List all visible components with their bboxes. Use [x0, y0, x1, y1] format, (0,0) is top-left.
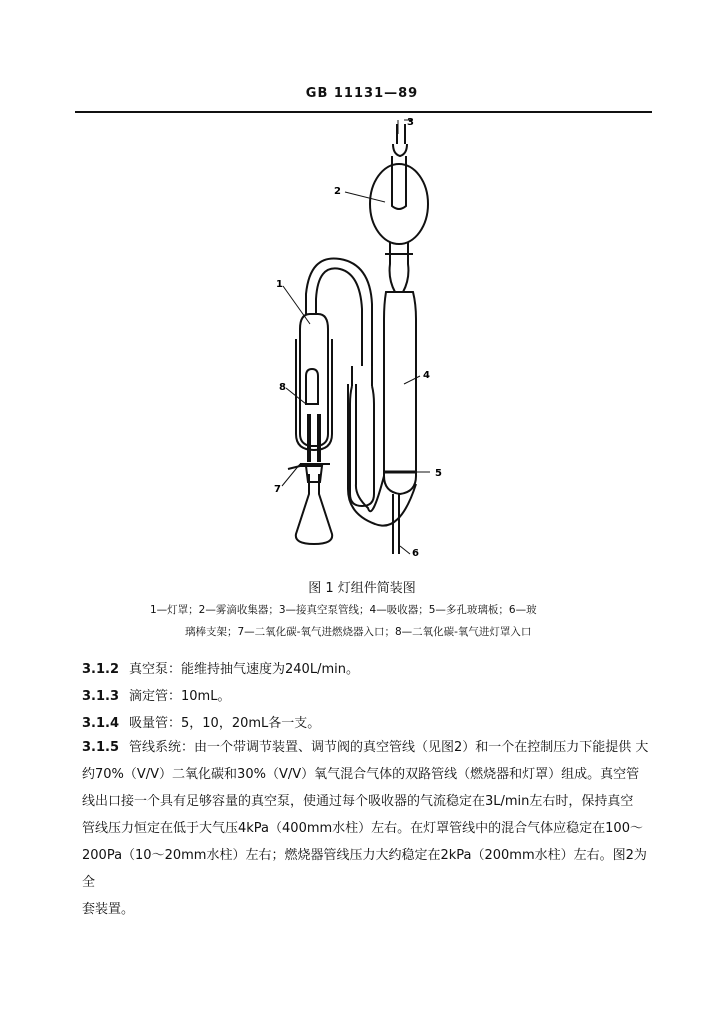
clause-line: 线出口接一个具有足够容量的真空泵，使通过每个吸收器的气流稳定在3L/min左右时，保持真空: [82, 794, 634, 809]
clause-3-1-5: [82, 734, 652, 923]
callout-1: 1: [276, 279, 283, 290]
clause-text: 滴定管：10mL。: [129, 689, 231, 704]
clause-number: 3.1.3: [82, 689, 120, 704]
clause-number: 3.1.2: [82, 662, 120, 677]
callout-5: 5: [435, 468, 442, 479]
callout-3: 3: [407, 117, 414, 128]
clause-line: 200Pa（10～20mm水柱）左右；燃烧器管线压力大约稳定在2kPa（200mm水柱）左右。图2为全: [82, 848, 647, 890]
callout-4: 4: [423, 370, 430, 381]
figure-legend-line2: 璃棒支架；7—二氧化碳-氧气进燃烧器入口；8—二氧化碳-氧气进灯罩入口: [185, 626, 532, 638]
standard-header: GB 11131—89: [305, 86, 419, 101]
clause-number: 3.1.4: [82, 716, 120, 731]
callout-8: 8: [279, 382, 286, 393]
callout-2: 2: [334, 186, 341, 197]
clause-text: 吸量管：5，10，20mL各一支。: [129, 716, 321, 731]
clause-text: 真空泵：能维持抽气速度为240L/min。: [129, 662, 359, 677]
callout-7: 7: [274, 484, 281, 495]
clause-line: 套装置。: [82, 902, 135, 917]
clause-number: 3.1.5: [82, 740, 120, 755]
header-rule: [75, 111, 652, 113]
clause-3-1-2: [82, 658, 359, 677]
figure-legend-line1: 1—灯罩；2—雾滴收集器；3—接真空泵管线；4—吸收器；5—多孔玻璃板；6—玻: [150, 604, 537, 616]
clause-line: 约70%（V/V）二氧化碳和30%（V/V）氧气混合气体的双路管线（燃烧器和灯罩）组成。真空管: [82, 767, 640, 782]
apparatus-diagram: [0, 114, 724, 574]
callout-6: 6: [412, 548, 419, 559]
clause-3-1-3: [82, 685, 230, 704]
clause-line: 3.1.5 管线系统：由一个带调节装置、调节阀的真空管线（见图2）和一个在控制压力下能提供 大: [82, 740, 649, 755]
clause-line: 管线压力恒定在低于大气压4kPa（400mm水柱）左右。在灯罩管线中的混合气体应稳定在100～: [82, 821, 643, 836]
clause-3-1-4: [82, 712, 320, 731]
lamp-assembly-figure: [0, 114, 724, 574]
figure-caption: 图 1 灯组件简装图: [308, 581, 416, 596]
